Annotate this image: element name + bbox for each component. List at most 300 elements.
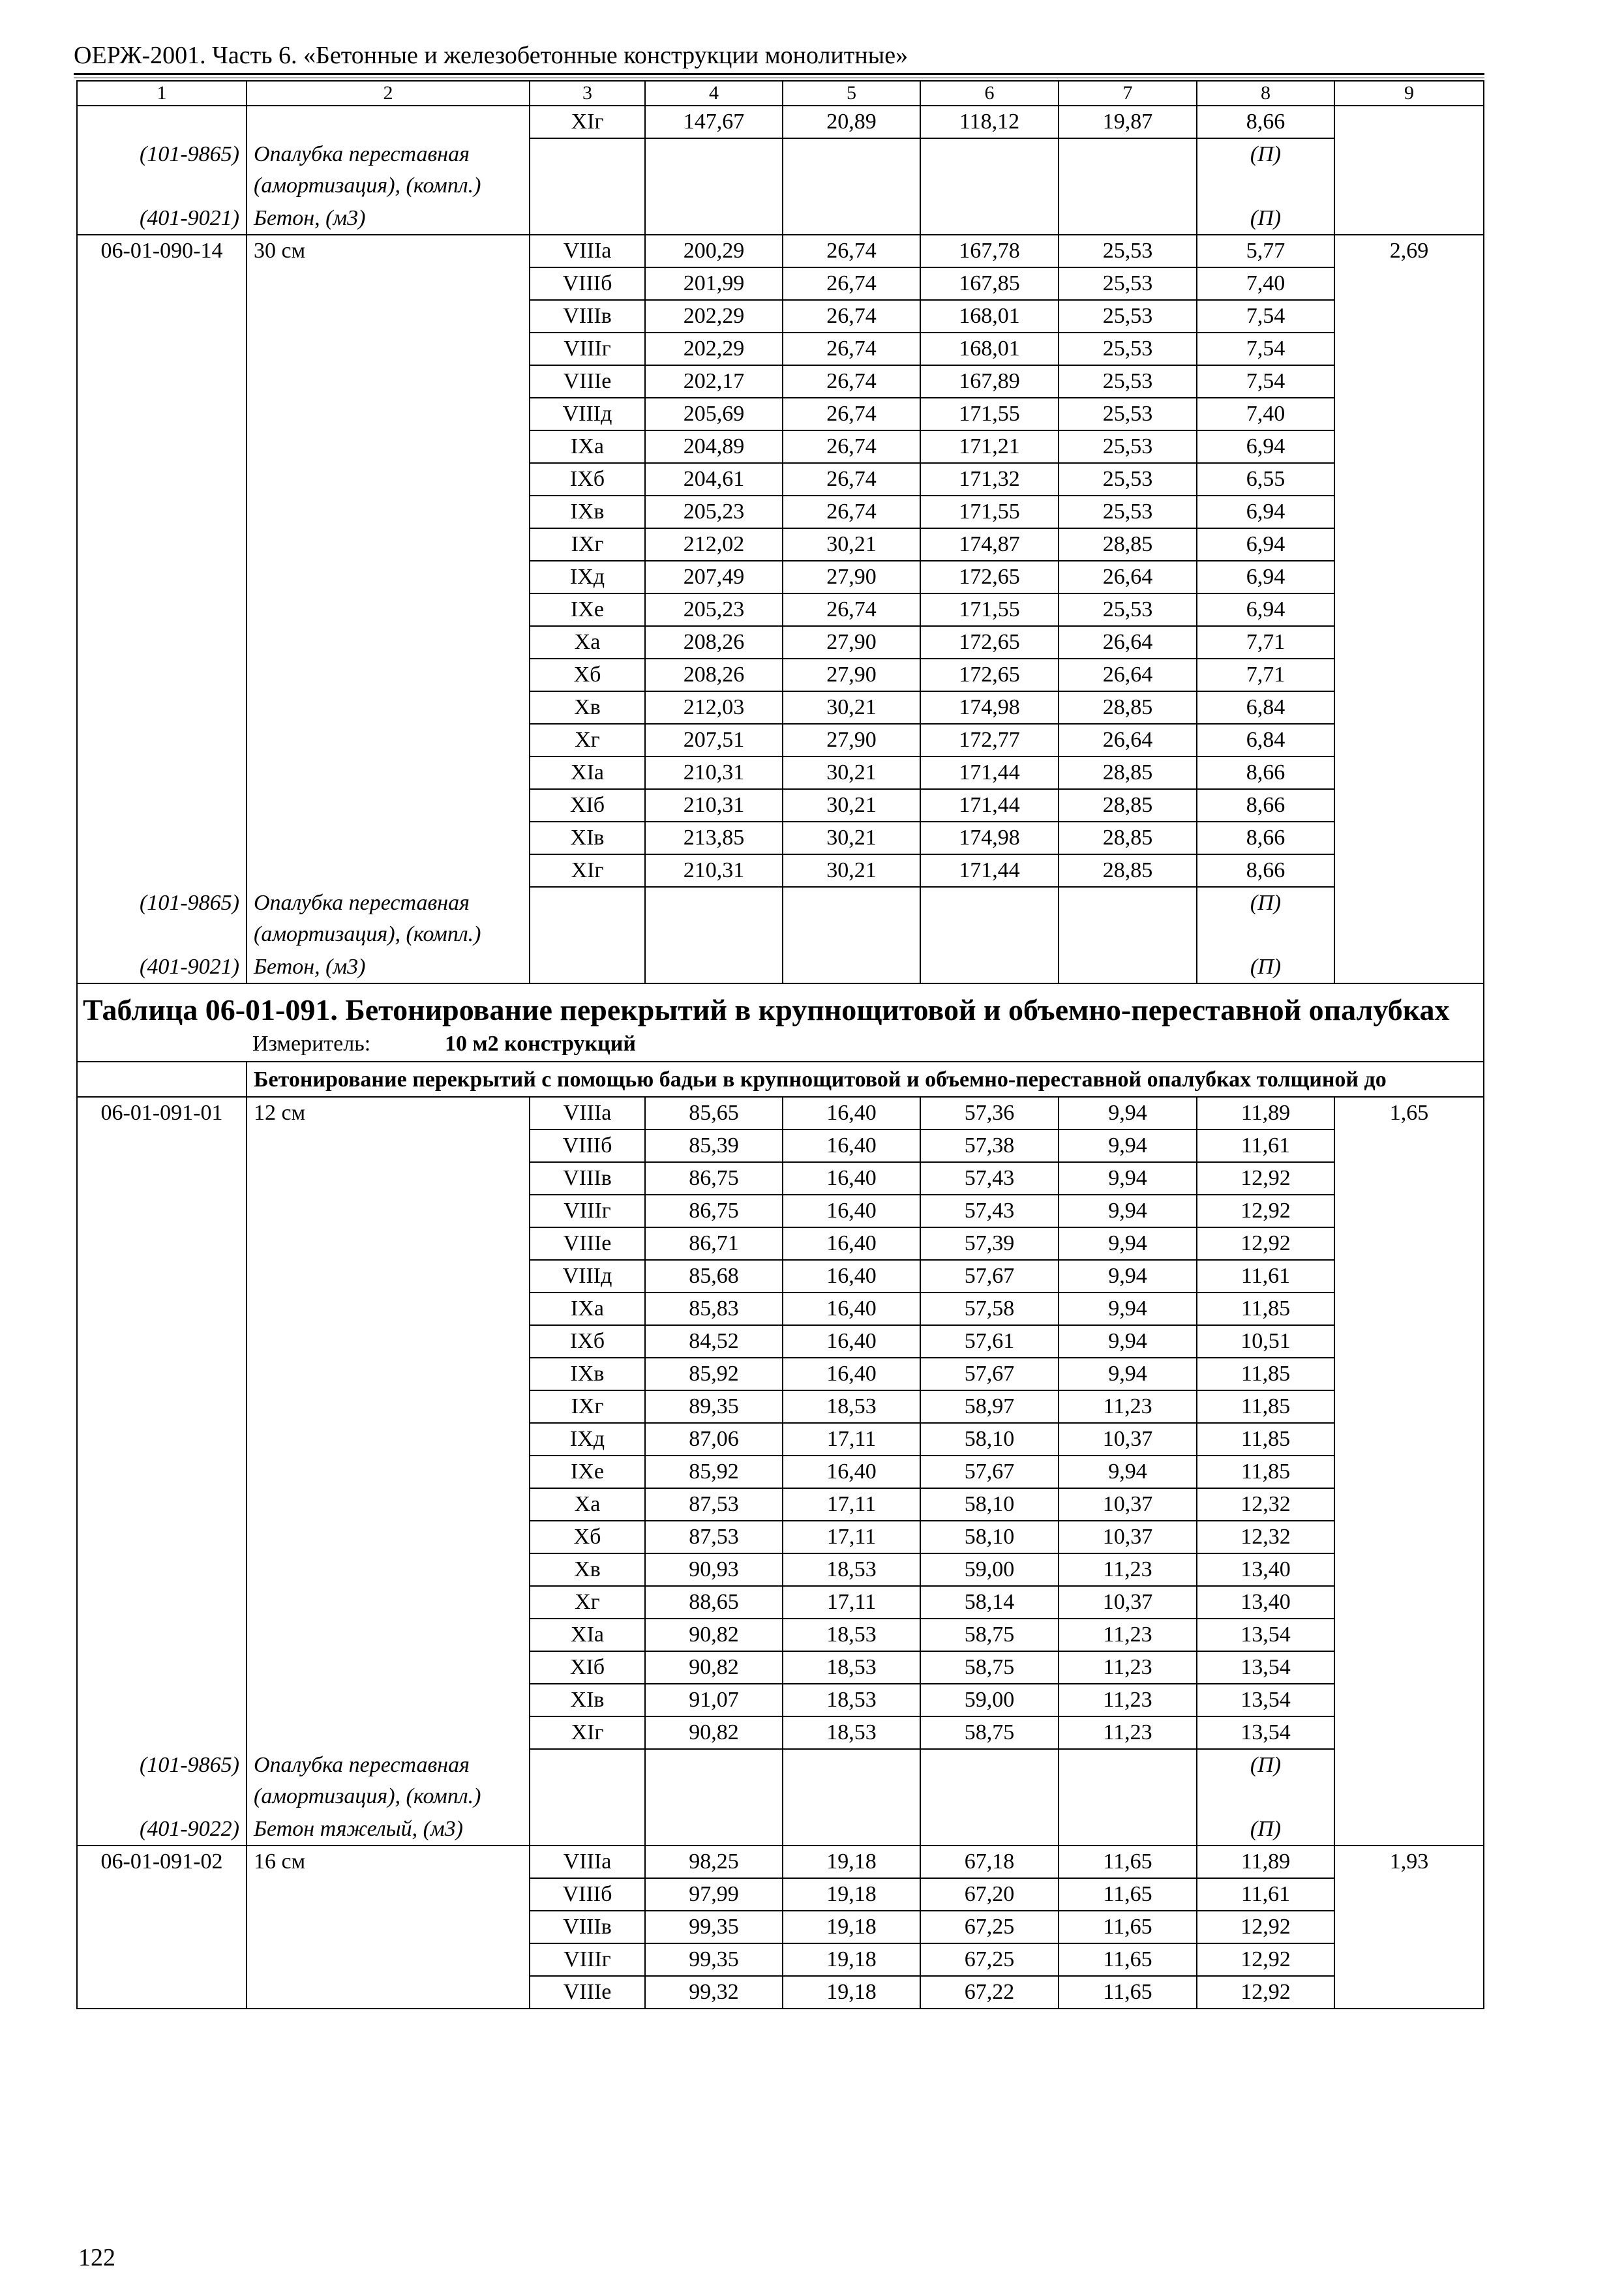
material-name-line: Опалубка переставная <box>254 891 470 915</box>
value-cell-c9 <box>1334 398 1484 430</box>
code-cell <box>77 365 247 398</box>
value-cell-c8: 12,32 <box>1197 1488 1334 1521</box>
value-cell-c8: 12,92 <box>1197 1227 1334 1260</box>
value-cell-c7: 10,37 <box>1059 1488 1197 1521</box>
code-cell <box>77 691 247 724</box>
value-cell-c9 <box>1334 528 1484 561</box>
value-cell-c7 <box>1059 1813 1197 1846</box>
value-cell-c8: 7,54 <box>1197 300 1334 333</box>
value-cell-c6: 57,61 <box>920 1325 1059 1358</box>
zone-cell: Xб <box>530 659 645 691</box>
value-cell-c7: 11,23 <box>1059 1619 1197 1651</box>
value-cell-c8: 6,94 <box>1197 528 1334 561</box>
zone-cell: IXе <box>530 593 645 626</box>
material-name <box>247 138 530 202</box>
measure-row <box>77 1029 1484 1062</box>
value-cell-c4: 86,71 <box>645 1227 783 1260</box>
value-cell-c9 <box>1334 1521 1484 1553</box>
value-cell-c8: 12,32 <box>1197 1521 1334 1553</box>
name-cell <box>247 1684 530 1716</box>
value-cell-c6: 67,25 <box>920 1911 1059 1943</box>
name-cell: 30 см <box>247 235 530 267</box>
value-cell-c8: 11,61 <box>1197 1878 1334 1911</box>
zone-cell: IXд <box>530 561 645 593</box>
value-cell-c7: 11,23 <box>1059 1716 1197 1749</box>
table-row <box>77 463 1484 496</box>
material-code: (101-9865) <box>77 1749 247 1813</box>
value-cell-c5: 16,40 <box>783 1130 920 1162</box>
value-cell-c4: 90,93 <box>645 1553 783 1586</box>
value-cell-c4: 99,35 <box>645 1911 783 1943</box>
code-cell <box>77 1619 247 1651</box>
code-cell <box>77 593 247 626</box>
value-cell-c8: 6,94 <box>1197 561 1334 593</box>
value-cell-c6: 58,10 <box>920 1423 1059 1456</box>
value-cell-c9 <box>1334 1976 1484 2009</box>
material-name <box>247 951 530 983</box>
value-cell-c5: 19,18 <box>783 1976 920 2009</box>
code-cell <box>77 1716 247 1749</box>
value-cell-c9 <box>1334 593 1484 626</box>
value-cell-c5: 18,53 <box>783 1390 920 1423</box>
value-cell-c5: 26,74 <box>783 463 920 496</box>
value-cell-c9 <box>1334 333 1484 365</box>
material-mark: (П) <box>1197 1749 1334 1813</box>
name-cell <box>247 1521 530 1553</box>
value-cell-c6: 57,38 <box>920 1130 1059 1162</box>
value-cell-c4: 99,32 <box>645 1976 783 2009</box>
column-number: 3 <box>530 81 645 106</box>
value-cell-c9: 2,69 <box>1334 235 1484 267</box>
value-cell-c6: 57,43 <box>920 1162 1059 1195</box>
value-cell-c9 <box>1334 138 1484 202</box>
column-number: 6 <box>920 81 1059 106</box>
value-cell-c6 <box>920 887 1059 951</box>
table-row <box>77 1227 1484 1260</box>
code-cell <box>77 496 247 528</box>
subtitle-spacer <box>77 1062 247 1097</box>
zone-cell: VIIIа <box>530 1846 645 1878</box>
value-cell-c4: 85,65 <box>645 1097 783 1130</box>
table-row <box>77 1651 1484 1684</box>
value-cell-c6: 57,58 <box>920 1293 1059 1325</box>
table-row <box>77 1553 1484 1586</box>
value-cell-c4: 212,02 <box>645 528 783 561</box>
value-cell-c7: 28,85 <box>1059 854 1197 887</box>
code-cell <box>77 300 247 333</box>
value-cell-c8: 7,40 <box>1197 398 1334 430</box>
name-cell <box>247 1130 530 1162</box>
name-cell <box>247 1227 530 1260</box>
value-cell-c9: 1,93 <box>1334 1846 1484 1878</box>
value-cell-c9 <box>1334 1488 1484 1521</box>
value-cell-c5: 18,53 <box>783 1619 920 1651</box>
value-cell-c7: 9,94 <box>1059 1195 1197 1227</box>
material-row <box>77 138 1484 202</box>
value-cell-c5: 16,40 <box>783 1227 920 1260</box>
value-cell-c9 <box>1334 951 1484 983</box>
table-row <box>77 1390 1484 1423</box>
value-cell-c8: 6,94 <box>1197 593 1334 626</box>
column-number: 8 <box>1197 81 1334 106</box>
value-cell-c6: 167,78 <box>920 235 1059 267</box>
value-cell-c4: 210,31 <box>645 789 783 822</box>
value-cell-c6: 57,67 <box>920 1260 1059 1293</box>
code-cell <box>77 822 247 854</box>
zone-cell: VIIIе <box>530 365 645 398</box>
value-cell-c8: 8,66 <box>1197 854 1334 887</box>
name-cell <box>247 1619 530 1651</box>
value-cell-c5: 16,40 <box>783 1195 920 1227</box>
value-cell-c6: 58,75 <box>920 1651 1059 1684</box>
table-row <box>77 1358 1484 1390</box>
value-cell-c6: 172,65 <box>920 659 1059 691</box>
zone-cell: IXе <box>530 1456 645 1488</box>
value-cell-c4: 205,23 <box>645 593 783 626</box>
value-cell-c6: 58,75 <box>920 1619 1059 1651</box>
name-cell <box>247 756 530 789</box>
table-row <box>77 333 1484 365</box>
value-cell-c7: 11,65 <box>1059 1943 1197 1976</box>
value-cell-c7: 9,94 <box>1059 1325 1197 1358</box>
table-row <box>77 789 1484 822</box>
value-cell-c8: 13,40 <box>1197 1553 1334 1586</box>
code-cell <box>77 333 247 365</box>
table-row <box>77 756 1484 789</box>
name-cell <box>247 1390 530 1423</box>
code-cell <box>77 267 247 300</box>
material-name-line: (амортизация), (компл.) <box>254 173 481 198</box>
value-cell-c8: 6,94 <box>1197 430 1334 463</box>
value-cell-c4: 204,61 <box>645 463 783 496</box>
value-cell-c7: 9,94 <box>1059 1358 1197 1390</box>
name-cell <box>247 333 530 365</box>
value-cell-c6: 58,97 <box>920 1390 1059 1423</box>
name-cell <box>247 1586 530 1619</box>
value-cell-c9 <box>1334 1749 1484 1813</box>
value-cell-c7: 11,65 <box>1059 1976 1197 2009</box>
value-cell-c7: 9,94 <box>1059 1130 1197 1162</box>
value-cell-c6: 57,43 <box>920 1195 1059 1227</box>
name-cell <box>247 822 530 854</box>
zone-cell: Xа <box>530 1488 645 1521</box>
code-cell <box>77 1423 247 1456</box>
value-cell-c6: 172,77 <box>920 724 1059 756</box>
value-cell-c9 <box>1334 756 1484 789</box>
name-cell <box>247 1651 530 1684</box>
value-cell-c9 <box>1334 430 1484 463</box>
table-row <box>77 365 1484 398</box>
zone-cell: IXа <box>530 430 645 463</box>
value-cell-c4 <box>645 138 783 202</box>
code-cell <box>77 1325 247 1358</box>
name-cell <box>247 1911 530 1943</box>
value-cell-c4 <box>645 951 783 983</box>
code-cell <box>77 561 247 593</box>
value-cell-c8: 11,85 <box>1197 1423 1334 1456</box>
value-cell-c6: 174,98 <box>920 822 1059 854</box>
name-cell <box>247 1358 530 1390</box>
value-cell-c4: 85,39 <box>645 1130 783 1162</box>
value-cell-c9 <box>1334 1456 1484 1488</box>
value-cell-c7: 9,94 <box>1059 1260 1197 1293</box>
value-cell-c7: 25,53 <box>1059 365 1197 398</box>
value-cell-c4 <box>645 1749 783 1813</box>
code-cell <box>77 398 247 430</box>
zone-cell: IXа <box>530 1293 645 1325</box>
zone-cell: VIIIб <box>530 1878 645 1911</box>
value-cell-c4: 85,68 <box>645 1260 783 1293</box>
value-cell-c7: 28,85 <box>1059 528 1197 561</box>
value-cell-c7: 9,94 <box>1059 1293 1197 1325</box>
value-cell-c5: 16,40 <box>783 1325 920 1358</box>
name-cell <box>247 1976 530 2009</box>
value-cell-c6: 67,20 <box>920 1878 1059 1911</box>
value-cell-c7: 11,23 <box>1059 1390 1197 1423</box>
value-cell-c6: 171,32 <box>920 463 1059 496</box>
code-cell <box>77 1456 247 1488</box>
table-row <box>77 235 1484 267</box>
value-cell-c9 <box>1334 463 1484 496</box>
value-cell-c4: 212,03 <box>645 691 783 724</box>
value-cell-c5 <box>783 951 920 983</box>
zone-cell <box>530 138 645 202</box>
value-cell-c6: 58,75 <box>920 1716 1059 1749</box>
value-cell-c9 <box>1334 724 1484 756</box>
value-cell-c4: 90,82 <box>645 1716 783 1749</box>
value-cell-c5: 17,11 <box>783 1586 920 1619</box>
material-name-line: (амортизация), (компл.) <box>254 922 481 946</box>
value-cell-c7: 26,64 <box>1059 659 1197 691</box>
value-cell-c9 <box>1334 1553 1484 1586</box>
material-mark: (П) <box>1197 202 1334 235</box>
value-cell-c5: 16,40 <box>783 1293 920 1325</box>
value-cell-c7: 26,64 <box>1059 561 1197 593</box>
value-cell-c8: 13,40 <box>1197 1586 1334 1619</box>
value-cell-c6: 67,25 <box>920 1943 1059 1976</box>
value-cell-c7: 25,53 <box>1059 430 1197 463</box>
code-cell <box>77 659 247 691</box>
code-cell: 06-01-091-02 <box>77 1846 247 1878</box>
name-cell <box>247 463 530 496</box>
code-cell <box>77 724 247 756</box>
material-row <box>77 1813 1484 1846</box>
code-cell <box>77 528 247 561</box>
value-cell-c5: 16,40 <box>783 1456 920 1488</box>
code-cell <box>77 1227 247 1260</box>
table-row <box>77 1488 1484 1521</box>
value-cell-c7: 10,37 <box>1059 1423 1197 1456</box>
zone-cell: VIIIд <box>530 398 645 430</box>
name-cell <box>247 106 530 138</box>
value-cell-c6: 171,44 <box>920 756 1059 789</box>
value-cell-c5: 16,40 <box>783 1260 920 1293</box>
value-cell-c5: 30,21 <box>783 691 920 724</box>
zone-cell: XIа <box>530 1619 645 1651</box>
table-row <box>77 561 1484 593</box>
value-cell-c6: 167,89 <box>920 365 1059 398</box>
table-row <box>77 528 1484 561</box>
value-cell-c5 <box>783 1749 920 1813</box>
value-cell-c8: 6,84 <box>1197 691 1334 724</box>
value-cell-c7 <box>1059 1749 1197 1813</box>
name-cell <box>247 691 530 724</box>
value-cell-c5: 18,53 <box>783 1716 920 1749</box>
material-code: (401-9021) <box>77 202 247 235</box>
value-cell-c6: 57,67 <box>920 1456 1059 1488</box>
value-cell-c9 <box>1334 1619 1484 1651</box>
code-cell <box>77 106 247 138</box>
zone-cell <box>530 1749 645 1813</box>
value-cell-c4: 87,53 <box>645 1488 783 1521</box>
value-cell-c7: 26,64 <box>1059 724 1197 756</box>
value-cell-c7: 11,23 <box>1059 1684 1197 1716</box>
value-cell-c6: 167,85 <box>920 267 1059 300</box>
value-cell-c5 <box>783 1813 920 1846</box>
value-cell-c8: 6,84 <box>1197 724 1334 756</box>
zone-cell: VIIIб <box>530 1130 645 1162</box>
value-cell-c5: 16,40 <box>783 1162 920 1195</box>
value-cell-c4: 204,89 <box>645 430 783 463</box>
value-cell-c6 <box>920 138 1059 202</box>
value-cell-c9 <box>1334 365 1484 398</box>
value-cell-c8: 8,66 <box>1197 106 1334 138</box>
zone-cell: Xб <box>530 1521 645 1553</box>
table-row <box>77 1293 1484 1325</box>
value-cell-c5: 19,18 <box>783 1878 920 1911</box>
value-cell-c6: 58,14 <box>920 1586 1059 1619</box>
value-cell-c7: 11,65 <box>1059 1846 1197 1878</box>
value-cell-c4: 90,82 <box>645 1651 783 1684</box>
value-cell-c5: 16,40 <box>783 1097 920 1130</box>
value-cell-c5: 26,74 <box>783 365 920 398</box>
value-cell-c7: 25,53 <box>1059 300 1197 333</box>
value-cell-c4: 208,26 <box>645 626 783 659</box>
value-cell-c8: 6,94 <box>1197 496 1334 528</box>
table-row <box>77 1586 1484 1619</box>
material-row <box>77 887 1484 951</box>
zone-cell: VIIIд <box>530 1260 645 1293</box>
zone-cell: VIIIа <box>530 235 645 267</box>
zone-cell: XIв <box>530 822 645 854</box>
material-row <box>77 1749 1484 1813</box>
value-cell-c4: 208,26 <box>645 659 783 691</box>
value-cell-c9 <box>1334 1293 1484 1325</box>
value-cell-c6: 172,65 <box>920 626 1059 659</box>
code-cell <box>77 626 247 659</box>
value-cell-c5: 19,18 <box>783 1846 920 1878</box>
value-cell-c6: 174,87 <box>920 528 1059 561</box>
table-row <box>77 496 1484 528</box>
name-cell <box>247 1878 530 1911</box>
value-cell-c4: 210,31 <box>645 854 783 887</box>
value-cell-c8: 11,61 <box>1197 1130 1334 1162</box>
value-cell-c5: 30,21 <box>783 528 920 561</box>
code-cell <box>77 1293 247 1325</box>
code-cell <box>77 789 247 822</box>
code-cell <box>77 1878 247 1911</box>
table-title: Таблица 06-01-091. Бетонирование перекрытий в крупнощитовой и объемно-переставной опалубках <box>77 983 1484 1029</box>
value-cell-c5: 27,90 <box>783 659 920 691</box>
value-cell-c9 <box>1334 1684 1484 1716</box>
value-cell-c4: 202,29 <box>645 300 783 333</box>
code-cell <box>77 1651 247 1684</box>
value-cell-c7: 19,87 <box>1059 106 1197 138</box>
value-cell-c8: 11,85 <box>1197 1293 1334 1325</box>
value-cell-c7: 26,64 <box>1059 626 1197 659</box>
material-name-line: Бетон тяжелый, (м3) <box>254 1817 464 1841</box>
zone-cell: XIб <box>530 789 645 822</box>
zone-cell: VIIIа <box>530 1097 645 1130</box>
value-cell-c8: 12,92 <box>1197 1976 1334 2009</box>
value-cell-c9 <box>1334 626 1484 659</box>
table-row <box>77 398 1484 430</box>
name-cell <box>247 1553 530 1586</box>
material-name-line: (амортизация), (компл.) <box>254 1784 481 1808</box>
value-cell-c5: 26,74 <box>783 300 920 333</box>
value-cell-c5: 18,53 <box>783 1553 920 1586</box>
value-cell-c5 <box>783 887 920 951</box>
value-cell-c9: 1,65 <box>1334 1097 1484 1130</box>
value-cell-c9 <box>1334 267 1484 300</box>
value-cell-c7: 28,85 <box>1059 691 1197 724</box>
material-name <box>247 1749 530 1813</box>
zone-cell: VIIIв <box>530 1162 645 1195</box>
value-cell-c4: 85,92 <box>645 1358 783 1390</box>
value-cell-c9 <box>1334 561 1484 593</box>
value-cell-c9 <box>1334 659 1484 691</box>
name-cell <box>247 300 530 333</box>
value-cell-c4: 89,35 <box>645 1390 783 1423</box>
value-cell-c8: 13,54 <box>1197 1716 1334 1749</box>
value-cell-c7: 11,65 <box>1059 1911 1197 1943</box>
measure-value: 10 м2 конструкций <box>445 1032 636 1056</box>
value-cell-c9 <box>1334 691 1484 724</box>
value-cell-c9 <box>1334 789 1484 822</box>
measure-cell <box>77 1029 1484 1062</box>
name-cell <box>247 398 530 430</box>
value-cell-c7: 10,37 <box>1059 1586 1197 1619</box>
column-number: 1 <box>77 81 247 106</box>
value-cell-c8: 12,92 <box>1197 1911 1334 1943</box>
value-cell-c8: 8,66 <box>1197 789 1334 822</box>
table-row <box>77 1911 1484 1943</box>
table-row <box>77 691 1484 724</box>
value-cell-c9 <box>1334 1358 1484 1390</box>
name-cell <box>247 496 530 528</box>
value-cell-c5: 30,21 <box>783 854 920 887</box>
table-row <box>77 822 1484 854</box>
zone-cell: VIIIв <box>530 300 645 333</box>
zone-cell: XIг <box>530 1716 645 1749</box>
value-cell-c5 <box>783 138 920 202</box>
zone-cell <box>530 202 645 235</box>
name-cell <box>247 1260 530 1293</box>
zone-cell: VIIIб <box>530 267 645 300</box>
value-cell-c6: 172,65 <box>920 561 1059 593</box>
zone-cell: XIа <box>530 756 645 789</box>
zone-cell: XIб <box>530 1651 645 1684</box>
code-cell <box>77 1586 247 1619</box>
value-cell-c5: 26,74 <box>783 430 920 463</box>
zone-cell: IXв <box>530 1358 645 1390</box>
material-code: (401-9021) <box>77 951 247 983</box>
code-cell <box>77 1260 247 1293</box>
value-cell-c6: 171,55 <box>920 593 1059 626</box>
code-cell <box>77 1943 247 1976</box>
value-cell-c8: 12,92 <box>1197 1162 1334 1195</box>
value-cell-c9 <box>1334 1813 1484 1846</box>
